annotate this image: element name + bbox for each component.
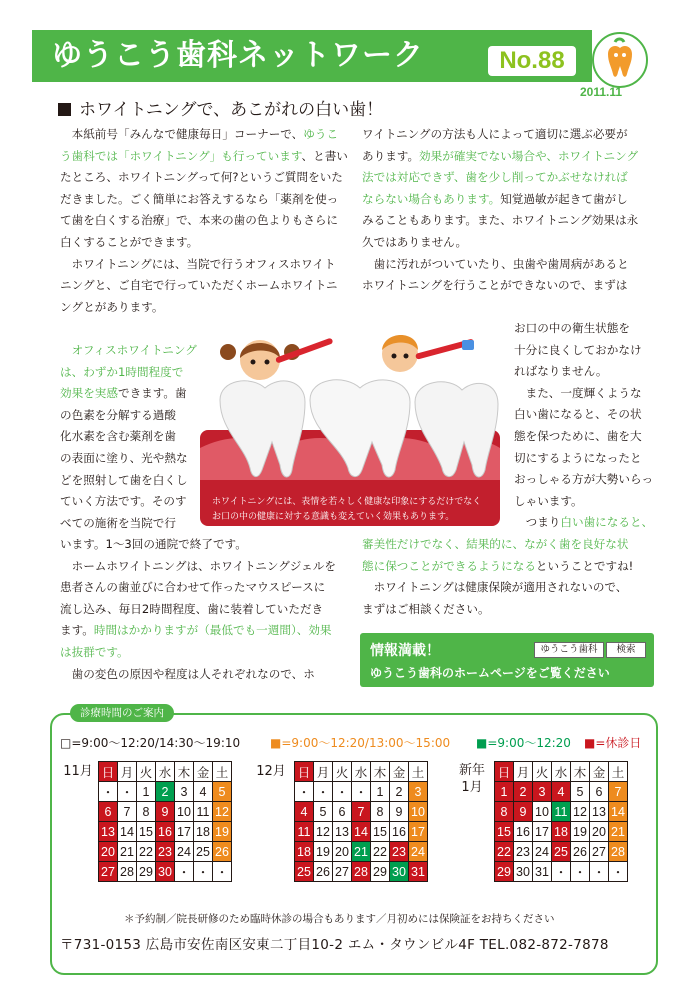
text-line — [60, 513, 200, 535]
highlight-text: は、わずか1時間程度で — [60, 364, 184, 379]
calendar-day: 31 — [409, 862, 428, 882]
weekday-header: 火 — [533, 762, 552, 782]
body-text: 白い歯になると、その状 — [514, 407, 642, 422]
calendar-day: 21 — [609, 822, 628, 842]
calendar-november — [98, 761, 232, 882]
body-text: みることもあります。また、ホワイトニング効果は永 — [362, 213, 639, 228]
square-bullet-icon — [58, 103, 71, 116]
text-line — [60, 470, 200, 492]
weekday-header: 金 — [194, 762, 213, 782]
body-text: 久ではありません。 — [362, 234, 468, 249]
highlight-text: 審美性だけでなく、結果的に、ながく歯を良好な状 — [362, 537, 629, 551]
highlight-text: は抜群です。 — [60, 644, 129, 659]
calendar-day: 2 — [156, 782, 175, 802]
text-line — [60, 405, 200, 427]
weekday-header: 水 — [552, 762, 571, 782]
body-text: ていく方法です。そのす — [60, 494, 187, 509]
calendar-day: ・ — [571, 862, 590, 882]
weekday-header: 月 — [514, 762, 533, 782]
highlight-text: 法では対応できず、歯を少し削ってかぶせなければ — [362, 170, 628, 185]
text-line — [362, 275, 662, 297]
clinic-address: 〒731-0153 広島市安佐南区安東二丁目10-2 エム・タウンビル4F TEL.082-872-7878 — [60, 937, 609, 953]
calendar-january — [494, 761, 628, 882]
body-text: だきました。ごく簡単にお答えするなら「薬剤を使っ — [60, 191, 339, 206]
highlight-text: 態に保つことができるようになる — [362, 558, 536, 573]
calendar-day: 24 — [175, 842, 194, 862]
body-text: つまり — [514, 515, 561, 530]
calendar-day: 17 — [409, 822, 428, 842]
search-keyword-box[interactable]: ゆうこう歯科 — [534, 642, 604, 658]
calendar-day: ・ — [213, 862, 232, 882]
month-label-top: 新年 — [458, 763, 485, 778]
column1-bottom — [60, 534, 350, 685]
calendar-day: 20 — [333, 842, 352, 862]
calendar-day: 2 — [514, 782, 533, 802]
body-text: の色素を分解する過酸 — [60, 407, 176, 422]
calendar-day: 8 — [495, 802, 514, 822]
weekday-header: 火 — [137, 762, 156, 782]
calendar-day: 16 — [390, 822, 409, 842]
calendar-day: 27 — [590, 842, 609, 862]
text-line — [60, 297, 350, 319]
body-text: ホワイトニングは健康保険が適用されないので、 — [362, 580, 628, 595]
body-text: ということですね! — [535, 558, 634, 573]
column2-narrow — [514, 318, 664, 534]
calendar-day: 1 — [371, 782, 390, 802]
weekday-header: 金 — [590, 762, 609, 782]
calendar-day: 28 — [609, 842, 628, 862]
text-line — [362, 254, 662, 276]
body-text: べての施術を当院で行 — [60, 515, 176, 530]
calendar-day: 7 — [609, 782, 628, 802]
text-line — [514, 318, 664, 340]
calendar-day: 23 — [156, 842, 175, 862]
text-line — [362, 534, 662, 556]
body-text: 切にするようになったと — [514, 450, 642, 465]
text-line — [514, 383, 664, 405]
text-line — [60, 383, 200, 405]
calendar-day: ・ — [175, 862, 194, 882]
text-line — [60, 167, 350, 189]
body-text: ます。 — [60, 623, 94, 638]
text-line — [60, 146, 350, 168]
body-text: ホームホワイトニングは、ホワイトニングジェルを — [60, 558, 336, 573]
body-text: 知覚過敏が起きて歯がし — [500, 191, 628, 206]
orange-legend-text: ■=9:00〜12:20/13:00〜15:00 — [270, 736, 451, 750]
illustration-caption — [212, 495, 502, 525]
calendar-day: 11 — [194, 802, 213, 822]
calendar-day: 14 — [118, 822, 137, 842]
calendar-day: 4 — [295, 802, 314, 822]
calendar-day: 9 — [514, 802, 533, 822]
calendar-day: 22 — [137, 842, 156, 862]
calendar-day: 6 — [99, 802, 118, 822]
body-text: また、一度輝くような — [514, 385, 642, 400]
calendar-december — [294, 761, 428, 882]
calendar-day: 29 — [137, 862, 156, 882]
calendar-day: 25 — [552, 842, 571, 862]
schedule-tag: 診療時間のご案内 — [70, 704, 174, 722]
calendar-day: 7 — [352, 802, 371, 822]
body-text: 十分に良くしておかなけ — [514, 342, 642, 357]
body-text: どを照射して歯を白くし — [60, 472, 188, 487]
body-text: の表面に塗り、光や熱な — [60, 450, 188, 465]
text-line — [60, 275, 350, 297]
calendar-day: 29 — [371, 862, 390, 882]
calendar-day: 5 — [213, 782, 232, 802]
text-line — [362, 599, 662, 621]
text-line — [514, 491, 664, 513]
calendar-day: 22 — [495, 842, 514, 862]
info-box-subtitle: ゆうこう歯科のホームページをご覧ください — [370, 666, 610, 680]
calendar-day: ・ — [118, 782, 137, 802]
month-label-jan — [452, 762, 492, 796]
calendar-day: 26 — [213, 842, 232, 862]
calendar-day: 8 — [137, 802, 156, 822]
calendar-day: 11 — [295, 822, 314, 842]
calendar-day: 5 — [314, 802, 333, 822]
calendar-day: 17 — [533, 822, 552, 842]
legend-green-hours — [476, 734, 571, 751]
highlight-text: 効果を実感 — [60, 386, 118, 401]
calendar-day: 30 — [156, 862, 175, 882]
body-text: 歯に汚れがついていたり、虫歯や歯周病があると — [362, 256, 629, 271]
calendar-day: 15 — [137, 822, 156, 842]
calendar-day: 17 — [175, 822, 194, 842]
calendar-day: 16 — [514, 822, 533, 842]
highlight-text: 白い歯になると、 — [560, 515, 654, 530]
legend-closed — [584, 734, 641, 751]
column2-top — [362, 124, 662, 297]
red-legend-text: ■=休診日 — [584, 736, 642, 750]
calendar-day: 19 — [213, 822, 232, 842]
calendar-day: 24 — [533, 842, 552, 862]
calendar-day: 15 — [371, 822, 390, 842]
newsletter-title: ゆうこう歯科ネットワーク — [52, 38, 424, 73]
caption-line-2: お口の中の健康に対する意識も変えていく効果もあります。 — [212, 512, 455, 522]
calendar-day: 12 — [213, 802, 232, 822]
month-label-top: 11月 — [63, 764, 93, 779]
calendar-day: 18 — [295, 842, 314, 862]
weekday-header: 日 — [99, 762, 118, 782]
schedule-notice: ＊予約制／院長研修のため臨時休診の場合もあります／月初めには保険証をお持ちください — [124, 913, 555, 925]
calendar-day: 2 — [390, 782, 409, 802]
calendar-day: 30 — [514, 862, 533, 882]
calendar-day: 19 — [571, 822, 590, 842]
calendar-day: 14 — [352, 822, 371, 842]
calendar-day: 5 — [571, 782, 590, 802]
body-text: ワイトニングの方法も人によって適切に選ぶ必要が — [362, 127, 628, 141]
search-button[interactable]: 検索 — [606, 642, 646, 658]
calendar-day: 9 — [390, 802, 409, 822]
text-line — [60, 620, 350, 642]
text-line — [60, 556, 350, 578]
text-line — [362, 577, 662, 599]
calendar-day: 26 — [314, 862, 333, 882]
calendar-day: 27 — [99, 862, 118, 882]
text-line — [60, 577, 350, 599]
body-text: 態を保つために、歯を大 — [514, 428, 642, 443]
calendar-day: 25 — [194, 842, 213, 862]
calendar-day: 23 — [514, 842, 533, 862]
body-text: て歯を白くする治療」で、本来の歯の色よりもさらに — [60, 213, 339, 228]
highlight-text: オフィスホワイトニング — [60, 343, 197, 357]
weekday-header: 火 — [333, 762, 352, 782]
calendar-day: 31 — [533, 862, 552, 882]
text-line — [362, 124, 662, 146]
text-line — [362, 210, 662, 232]
text-line — [60, 232, 350, 254]
text-line — [60, 189, 350, 211]
calendar-day: 7 — [118, 802, 137, 822]
text-line — [60, 210, 350, 232]
calendar-day: 25 — [295, 862, 314, 882]
text-line — [362, 167, 662, 189]
text-line — [362, 232, 662, 254]
calendar-day: 28 — [118, 862, 137, 882]
caption-line-1: ホワイトニングには、表情を若々しく健康な印象にするだけでなく — [212, 497, 482, 507]
calendar-day: 18 — [552, 822, 571, 842]
body-text: 流し込み、毎日2時間程度、歯に装着していただき — [60, 601, 324, 616]
text-line — [60, 254, 350, 276]
body-text: ニングと、ご自宅で行っていただくホームホワイトニ — [60, 278, 338, 293]
calendar-day: 18 — [194, 822, 213, 842]
body-text: あります。 — [362, 148, 420, 163]
weekday-header: 金 — [390, 762, 409, 782]
legend-orange-hours — [270, 734, 450, 751]
calendar-day: 23 — [390, 842, 409, 862]
body-text: 白くすることができます。 — [60, 234, 199, 249]
month-label-top: 12月 — [256, 764, 286, 779]
weekday-header: 木 — [371, 762, 390, 782]
calendar-day: 14 — [609, 802, 628, 822]
body-text: ればなりません。 — [514, 364, 608, 379]
text-line — [60, 124, 350, 146]
article-headline — [58, 98, 383, 122]
calendar-day: 3 — [533, 782, 552, 802]
calendar-day: 30 — [390, 862, 409, 882]
highlight-text: 時間はかかりますが（最低でも一週間）、効果 — [93, 623, 332, 638]
text-line — [60, 491, 200, 513]
weekday-header: 土 — [409, 762, 428, 782]
text-line — [514, 469, 664, 491]
calendar-day: 20 — [590, 822, 609, 842]
calendar-day: 8 — [371, 802, 390, 822]
text-line — [362, 146, 662, 168]
calendar-day: 12 — [571, 802, 590, 822]
body-text: 化水素を含む薬剤を歯 — [60, 429, 176, 444]
weekday-header: 土 — [609, 762, 628, 782]
weekday-header: 木 — [571, 762, 590, 782]
calendar-day: 4 — [194, 782, 213, 802]
legend-regular-hours: □=9:00〜12:20/14:30〜19:10 — [60, 736, 241, 750]
calendar-day: 22 — [371, 842, 390, 862]
calendar-day: 11 — [552, 802, 571, 822]
calendar-day: ・ — [295, 782, 314, 802]
calendar-day: 10 — [409, 802, 428, 822]
calendar-day: 9 — [156, 802, 175, 822]
highlight-text: う歯科では「ホワイトニング」も行っています — [60, 148, 302, 163]
headline-text: ホワイトニングで、あこがれの白い歯！ — [79, 100, 384, 120]
weekday-header: 月 — [118, 762, 137, 782]
text-line — [60, 664, 350, 686]
body-text: ホワイトニングには、当院で行うオフィスホワイト — [60, 256, 336, 271]
calendar-day: 20 — [99, 842, 118, 862]
calendar-day: ・ — [590, 862, 609, 882]
calendar-day: 21 — [352, 842, 371, 862]
calendar-day: 24 — [409, 842, 428, 862]
calendar-day: ・ — [194, 862, 213, 882]
calendar-day: 13 — [99, 822, 118, 842]
calendar-day: 10 — [175, 802, 194, 822]
body-text: できます。歯 — [117, 386, 187, 401]
calendar-day: 29 — [495, 862, 514, 882]
issue-date: 2011.11 — [580, 85, 623, 99]
calendar-day: ・ — [333, 782, 352, 802]
calendar-day: 10 — [533, 802, 552, 822]
text-line — [60, 534, 350, 556]
calendar-day: 21 — [118, 842, 137, 862]
body-text: ホワイトニングを行うことができないので、まずは — [362, 278, 628, 293]
green-legend-text: ■=9:00〜12:20 — [476, 736, 571, 750]
highlight-text: 効果が確実でない場合や、ホワイトニング — [419, 148, 639, 163]
body-text: しゃいます。 — [514, 493, 583, 508]
text-line — [514, 340, 664, 362]
text-line — [60, 426, 200, 448]
calendar-day: 4 — [552, 782, 571, 802]
weekday-header: 水 — [352, 762, 371, 782]
calendar-day: 6 — [333, 802, 352, 822]
body-text: 歯の変色の原因や程度は人それぞれなので、ホ — [60, 666, 315, 681]
calendar-day: 3 — [409, 782, 428, 802]
info-box-title: 情報満載！ — [370, 643, 440, 659]
calendar-day: 13 — [590, 802, 609, 822]
weekday-header: 日 — [295, 762, 314, 782]
calendar-day: ・ — [352, 782, 371, 802]
weekday-header: 水 — [156, 762, 175, 782]
weekday-header: 日 — [495, 762, 514, 782]
body-text: 、と書い — [301, 148, 348, 163]
calendar-day: 15 — [495, 822, 514, 842]
month-label-bottom: 1月 — [461, 780, 483, 795]
body-text: ングとがあります。 — [60, 299, 164, 314]
body-text: 患者さんの歯並びに合わせて作ったマウスピースに — [60, 580, 326, 595]
month-label-nov — [58, 763, 98, 780]
text-line — [362, 556, 662, 578]
text-line — [514, 512, 664, 534]
calendar-day: ・ — [552, 862, 571, 882]
body-text: おっしゃる方が大勢いらっ — [514, 472, 654, 487]
calendar-day: 16 — [156, 822, 175, 842]
tooth-logo-icon — [592, 32, 648, 88]
calendar-day: 1 — [495, 782, 514, 802]
column1-top — [60, 124, 350, 318]
text-line — [60, 599, 350, 621]
calendar-day: ・ — [609, 862, 628, 882]
column1-narrow — [60, 340, 200, 534]
text-line — [60, 642, 350, 664]
calendar-day: 19 — [314, 842, 333, 862]
calendar-day: 3 — [175, 782, 194, 802]
calendar-day: ・ — [99, 782, 118, 802]
body-text: 本紙前号「みんなで健康毎日」コーナーで、 — [60, 127, 304, 141]
body-text: います。1〜3回の通院で終了です。 — [60, 537, 247, 551]
calendar-day: 26 — [571, 842, 590, 862]
text-line — [514, 361, 664, 383]
calendar-day: 27 — [333, 862, 352, 882]
calendar-day: 1 — [137, 782, 156, 802]
text-line — [514, 448, 664, 470]
body-text: まずはご相談ください。 — [362, 601, 490, 616]
issue-number: No.88 — [488, 46, 576, 76]
text-line — [514, 426, 664, 448]
highlight-text: ゆうこ — [303, 127, 339, 141]
highlight-text: ならない場合もあります。 — [362, 191, 501, 206]
weekday-header: 月 — [314, 762, 333, 782]
text-line — [60, 340, 200, 362]
weekday-header: 土 — [213, 762, 232, 782]
month-label-dec — [252, 763, 290, 780]
calendar-day: ・ — [314, 782, 333, 802]
calendar-day: 13 — [333, 822, 352, 842]
calendar-day: 28 — [352, 862, 371, 882]
text-line — [60, 448, 200, 470]
calendar-day: 12 — [314, 822, 333, 842]
body-text: お口の中の衛生状態を — [514, 321, 630, 335]
weekday-header: 木 — [175, 762, 194, 782]
text-line — [362, 189, 662, 211]
text-line — [514, 404, 664, 426]
text-line — [60, 362, 200, 384]
column2-bottom — [362, 534, 662, 620]
body-text: たところ、ホワイトニングって何?というご質問をいた — [60, 170, 343, 185]
calendar-day: 6 — [590, 782, 609, 802]
